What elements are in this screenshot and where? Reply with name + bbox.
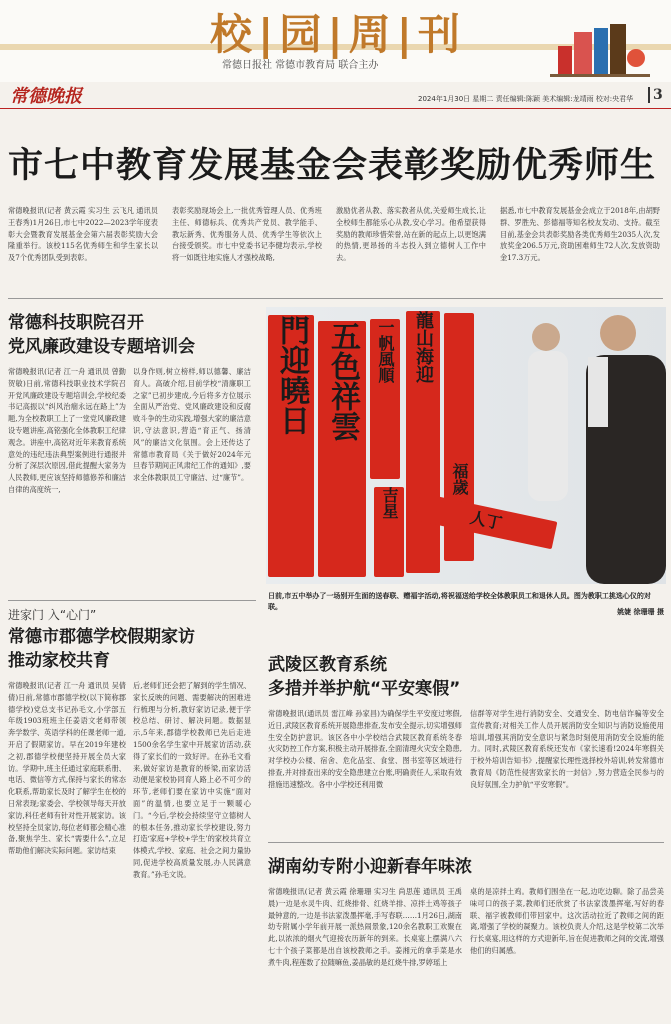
dateline: 2024年1月30日 星期二 责任编辑:陈颖 美术编辑:龙靖雨 校对:央君华 [418,95,634,103]
couplet-horizontal: 人丁 [468,507,504,534]
masthead-subtitle: 常德日报社 常德市教育局 联合主办 [222,60,379,71]
story-c-col-1: 常德晚报讯(通讯员 雷江峰 孙家昌)为确保学生平安度过寒假,近日,武陵区教育系统开展隐患排查,发布安全提示,切实增强师生安全防护意识。该区各中小学校结合武陵区教育系统冬春火灾防控工作方案,积极主动开展排查,全面清理火灾安全隐患,对学校办公楼、宿舍、危化品室、食堂、图书室等区域进行排查,并对排查出来的安全隐患建立台账,明确责任人,采取有效措施迅速整改。各中小学校还利用微 [268,709,462,789]
couplet-2: 五色祥雲 [325,321,360,441]
lead-col-4: 据悉,市七中教育发展基金会成立于2018年,由胡野群、罗胜先、彭德福等知名校友发动、支持。截至目前,基金会共表彰奖励各类优秀师生2035人次,发放奖金206.5万元,资助困难师生72人次,发放资助金17.3万元。 [500,206,660,263]
story-b-kicker: 进家门 入“心门” [8,608,97,622]
divider [8,600,256,601]
story-d-col-1: 常德晚报讯(记者 黄云霞 徐珊珊 实习生 尚思莲 通讯员 王禹晨)一边是水灵牛肉、红烧排骨、红烧羊排、凉拌土鸡等孩子最钟意的,一边是书法家泼墨挥毫,手写春联……1月26日,湖南幼专附属小学年前开展一派热闹景象,120余名教职工欢聚在此,以浓浓的烟火气迎接农历新年的到来。长桌宴上摆满八六七十个孩子菜都是出自该校教师之手。姜湘元的拿手菜是水煮牛肉,程莲数了拉随嘛鱼,姜晶敏的是红烧牛排,罗婷瑶上 [268,887,462,967]
photo-caption: 日前,市五中举办了一场别开生面的送春联、赠福字活动,将祝福送给学校全体教职员工和退休人员。图为教职工挑选心仪的对联。 [268,591,651,611]
story-d-title: 湖南幼专附小迎新春年味浓 [268,857,472,877]
story-a-col-2: 以身作则,树立榜样,师以德馨、廉洁育人。高破介绍,目前学校“清廉职工之家”已初步建成,今后将多方位展示全面从严治党、党风廉政建设和反腐败斗争的生动实践,增强大家的廉洁意识,守法意识,营造“育正气、扬清风”的廉洁文化氛围。会上还传达了常德市教育局《关于做好2024年元旦春节期间正风肃纪工作的通知》,要求全体教职员工守廉洁、过“廉节”。 [133,367,251,483]
story-b-title-1: 常德市郡德学校假期家访 [8,627,195,647]
story-b-col-2: 后,老师们还会把了解到的学生情况、家长反映的问题、需要解决的困难进行梳理与分析,教好家访记录,便于学校总结、研讨、解决问题。数据显示,5年来,郡德学校教师已先后走进1500余名学生家中开展家访活动,获得了家长们的一致好评。在孙毛文看来,做好家访是教育的桥梁,而家访活动便是家校协同育人路上必不可少的环节,老师们要在家访中实施“面对面”的温情,也要立足于一颗暖心门。“今后,学校会持续坚守立德树人的根本任务,推动家长学校建设,努力打造‘家庭+学校+学生’的家校共育立体模式,学校、家庭、社会之间力量协同,促进学校高质量发展,办人民满意教育。”孙毛文说。 [133,681,251,879]
story-c-col-2: 信群等对学生进行消防安全、交通安全、防电信诈骗等安全宣传教育;对相关工作人员开展消防安全知识与消防设施使用培训,增强其消防安全意识与紧急时刻使用消防安全设施的能力。同时,武陵区教育系统还发布《家长速看!2024年寒假关于校外培训告知书》,提醒家长理性选择校外培训,转发常德市教育局《防范性侵害致家长的一封信》,努力营造全民参与的良好氛围,全力护航“平安寒假”。 [470,709,664,789]
section-title: 校|园|周|刊 [210,10,467,59]
story-c-title-2: 多措并举护航“平安寒假” [268,679,461,699]
couplet-4: 龍山海迎 [413,311,434,383]
lead-col-1: 常德晚报讯(记者 黄云霞 实习生 云飞凡 通讯员 王春秀)1月26日,市七中2022—2023学年度表彰大会暨教育发展基金会第六届表彰奖励大会隆重举行。该校115名优秀师生和学生家长以及7个优秀团队受到表彰。 [8,206,158,263]
story-d-col-2: 桌的是凉拌土鸡。教师们围坐在一起,边吃边聊。除了品尝美味可口的孩子菜,教师们还欣赏了书法家泼墨挥毫,写好的春联、福字被教师们带回家中。这次活动拉近了教师之间的距离,增强了学校的凝聚力。该校负责人介绍,这是学校第二次举行长桌宴,用这样的方式迎新年,旨在促进教师之间的交流,增强他们的归属感。 [470,887,664,955]
lead-col-2: 表彰奖励现场会上,一批优秀管理人员、优秀班主任、师德标兵、优秀共产党员、教学能手、教坛新秀、优秀服务人员、优秀学生等依次上台接受颁奖。市七中党委书记李健均表示,学校将一如既往地实施人才强校战略, [172,206,322,263]
page-number: 3 [648,87,663,103]
story-a-title-1: 常德科技职院召开 [8,313,144,333]
newspaper-logo: 常德晚报 [10,86,82,107]
photo-credit: 姚婕 徐珊珊 摄 [617,607,664,616]
couplet-3: 一帆風順 [376,319,395,383]
couplet-5: 吉星 [380,487,399,519]
story-a-col-1: 常德晚报讯(记者 江一舟 通讯员 曾勤 贺敏)日前,常德科技职业技术学院召开党风廉政建设专题培训会,学校纪委书记高振以“纠风治痼永远在路上”为题,为全校教职工上了一堂党风廉政建设专题讲座,高铭强化全体教职工纪律观念。讲座中,高铭对近年来教育系统意处的违纪违法典型案例进行通报并分析了深层次原因,借此提醒大家务为人民教师,更应该坚持师德修养和廉洁自律的高度统一, [8,367,126,494]
story-b-col-1: 常德晚报讯(记者 江一舟 通讯员 吴倩倩)日前,常德市郡德学校(以下简称郡德学校)党总支书记孙毛文,小学部五年级1903班班主任姜语文老师带领奔学数学、英语学科的任课老师一道,开启了假期家访。早在2019年建校之初,郡德学校便坚持开展全员大家访。学期中,班主任通过家庭联系册、电话、微信等方式,保持与家长的常态化联系,帮助家长及时了解学生在校的日常表现;家委会、学校领导每天开放家访,科任老师有针对性开展家访。该校坚持全员家访,每位老师都会精心准备,聚焦学生、家长“需要什么”,立足帮助他们解决实际问题。家访结束 [8,681,126,856]
couplet-1: 門迎曉日 [274,315,309,435]
story-c-title-1: 武陵区教育系统 [268,655,387,675]
lead-headline: 市七中教育发展基金会表彰奖励优秀师生 [8,146,657,186]
people-silhouette-icon [526,307,666,584]
story-a-title-2: 党风廉政建设专题培训会 [8,337,195,357]
books-illustration-icon [550,18,650,78]
lead-col-3: 激励优者从教、落实教者从优,关爱师生成长,让全校师生都能乐心从教,安心学习。他希望获得奖励的教师珍惜荣誉,站在新的起点上,以更饱满的热情,更昂扬的斗志投入到立德树人工作中去。 [336,206,486,263]
divider [268,842,664,843]
divider [8,298,663,299]
couplet-6: 福歲 [450,463,469,495]
couplet-photo [266,307,666,584]
story-b-title-2: 推动家校共育 [8,651,110,671]
